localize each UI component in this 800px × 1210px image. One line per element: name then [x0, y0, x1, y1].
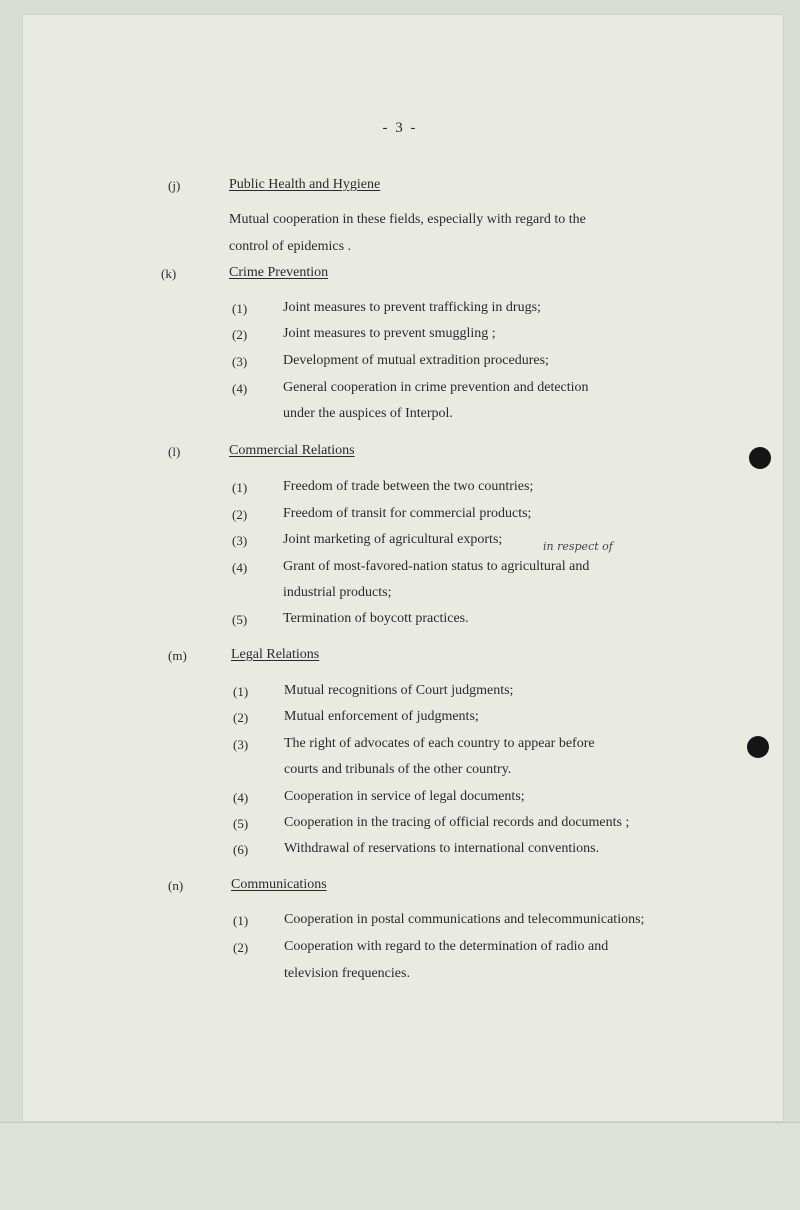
- section-heading-communications: Communications: [231, 877, 327, 892]
- item-number: (2): [232, 327, 248, 342]
- item-number: (1): [233, 684, 249, 699]
- handwritten-annotation: in respect of: [543, 540, 613, 553]
- list-item: Joint measures to prevent trafficking in drugs;: [283, 300, 541, 315]
- item-number: (1): [232, 480, 248, 495]
- section-heading-crime-prevention: Crime Prevention: [229, 265, 329, 280]
- list-item: Mutual enforcement of judgments;: [284, 709, 479, 724]
- list-item: Cooperation with regard to the determination of radio and: [284, 939, 609, 954]
- list-item: Freedom of trade between the two countries;: [283, 479, 534, 494]
- item-number: (2): [233, 710, 249, 725]
- list-item: Grant of most-favored-nation status to agricultural and: [283, 559, 590, 574]
- section-heading-legal-relations: Legal Relations: [231, 647, 320, 662]
- list-item-continuation: courts and tribunals of the other country.: [284, 762, 512, 777]
- paragraph-line: Mutual cooperation in these fields, especially with regard to the: [229, 212, 586, 227]
- section-heading-commercial-relations: Commercial Relations: [229, 443, 355, 458]
- item-number: (1): [232, 301, 248, 316]
- item-number: (3): [233, 737, 249, 752]
- list-item: Development of mutual extradition procedures;: [283, 353, 549, 368]
- list-item-continuation: industrial products;: [283, 585, 392, 600]
- punch-hole: [747, 736, 769, 758]
- item-number: (5): [233, 816, 249, 831]
- item-number: (3): [232, 354, 248, 369]
- item-number: (1): [233, 913, 249, 928]
- list-item: Termination of boycott practices.: [283, 611, 469, 626]
- punch-hole: [749, 447, 771, 469]
- section-heading-public-health: Public Health and Hygiene: [229, 177, 381, 192]
- list-item: Freedom of transit for commercial products;: [283, 506, 532, 521]
- item-number: (2): [233, 940, 249, 955]
- list-item: Cooperation in service of legal documents;: [284, 789, 525, 804]
- item-number: (3): [232, 533, 248, 548]
- item-number: (6): [233, 842, 249, 857]
- list-item-continuation: under the auspices of Interpol.: [283, 406, 453, 421]
- list-item: Mutual recognitions of Court judgments;: [284, 683, 514, 698]
- list-item: Joint marketing of agricultural exports;: [283, 532, 503, 547]
- list-item: Joint measures to prevent smuggling ;: [283, 326, 496, 341]
- list-item: The right of advocates of each country to appear before: [284, 736, 595, 751]
- list-item-continuation: television frequencies.: [284, 966, 410, 981]
- list-item: Cooperation in the tracing of official records and documents ;: [284, 815, 630, 830]
- list-item: Withdrawal of reservations to international conventions.: [284, 841, 600, 856]
- section-marker-n: (n): [168, 878, 184, 893]
- list-item: Cooperation in postal communications and telecommunications;: [284, 912, 645, 927]
- item-number: (4): [232, 560, 248, 575]
- scanner-background: [0, 1122, 800, 1210]
- item-number: (5): [232, 612, 248, 627]
- item-number: (2): [232, 507, 248, 522]
- section-marker-k: (k): [161, 266, 177, 281]
- item-number: (4): [233, 790, 249, 805]
- section-marker-l: (l): [168, 444, 181, 459]
- list-item: General cooperation in crime prevention and detection: [283, 380, 589, 395]
- item-number: (4): [232, 381, 248, 396]
- section-marker-j: (j): [168, 178, 181, 193]
- paragraph-line: control of epidemics .: [229, 239, 352, 254]
- page-number: - 3 -: [382, 120, 418, 136]
- section-marker-m: (m): [168, 648, 187, 663]
